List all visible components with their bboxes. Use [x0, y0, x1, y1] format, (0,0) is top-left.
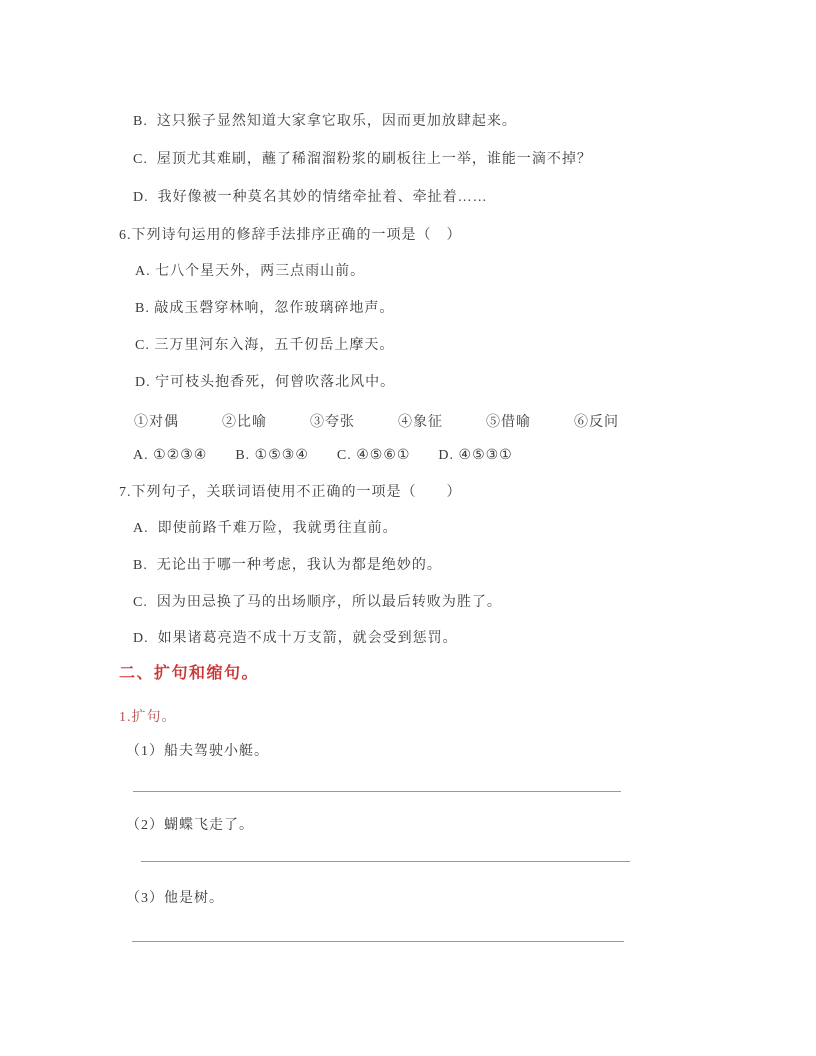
question7-option-d: D. 如果诸葛亮造不成十万支箭，就会受到惩罚。	[133, 631, 458, 646]
answer-choice-d: D. ④⑤③①	[438, 448, 513, 463]
rhetoric-device-1: ①对偶	[134, 415, 179, 430]
rhetoric-device-list	[134, 411, 619, 431]
question6-option-a: A. 七八个星天外，两三点雨山前。	[135, 264, 366, 279]
question6-option-c: C. 三万里河东入海，五千仞岳上摩天。	[135, 338, 395, 353]
question6-option-b: B. 敲成玉磬穿林响，忽作玻璃碎地声。	[135, 301, 395, 316]
question5-option-c: C. 屋顶尤其难刷，蘸了稀溜溜粉浆的刷板往上一举，谁能一滴不掉？	[133, 152, 592, 167]
question7-option-c: C. 因为田忌换了马的出场顺序，所以最后转败为胜了。	[133, 595, 502, 610]
expand-exercise-2: （2）蝴蝶飞走了。	[126, 818, 254, 833]
answer-blank-1[interactable]	[133, 791, 621, 792]
question7-option-b: B. 无论出于哪一种考虑，我认为都是绝妙的。	[133, 558, 442, 573]
section2-heading: 二、扩句和缩句。	[119, 665, 260, 682]
question6-option-d: D. 宁可枝头抱香死，何曾吹落北风中。	[135, 375, 396, 390]
expand-exercise-3: （3）他是树。	[126, 891, 224, 906]
answer-blank-3[interactable]	[132, 941, 624, 942]
question7-option-a: A. 即使前路千难万险，我就勇往直前。	[133, 521, 398, 536]
question5-option-d: D. 我好像被一种莫名其妙的情绪牵扯着、牵扯着……	[133, 190, 488, 205]
rhetoric-device-4: ④象征	[398, 415, 443, 430]
rhetoric-device-6: ⑥反问	[574, 415, 619, 430]
answer-blank-2[interactable]	[141, 861, 630, 862]
answer-choice-b: B. ①⑤③④	[235, 448, 309, 463]
question7-stem: 7.下列句子，关联词语使用不正确的一项是（ ）	[119, 485, 462, 500]
rhetoric-device-2: ②比喻	[222, 415, 267, 430]
expand-exercise-1: （1）船夫驾驶小艇。	[126, 744, 269, 759]
section2-subsection-title: 1.扩句。	[119, 710, 177, 725]
answer-choice-c: C. ④⑤⑥①	[336, 448, 411, 463]
question6-stem: 6.下列诗句运用的修辞手法排序正确的一项是（ ）	[119, 228, 462, 243]
rhetoric-device-5: ⑤借喻	[486, 415, 531, 430]
answer-choice-a: A. ①②③④	[133, 448, 208, 463]
question6-answer-choices	[133, 447, 513, 464]
rhetoric-device-3: ③夸张	[310, 415, 355, 430]
question5-option-b: B. 这只猴子显然知道大家拿它取乐，因而更加放肆起来。	[133, 114, 517, 129]
